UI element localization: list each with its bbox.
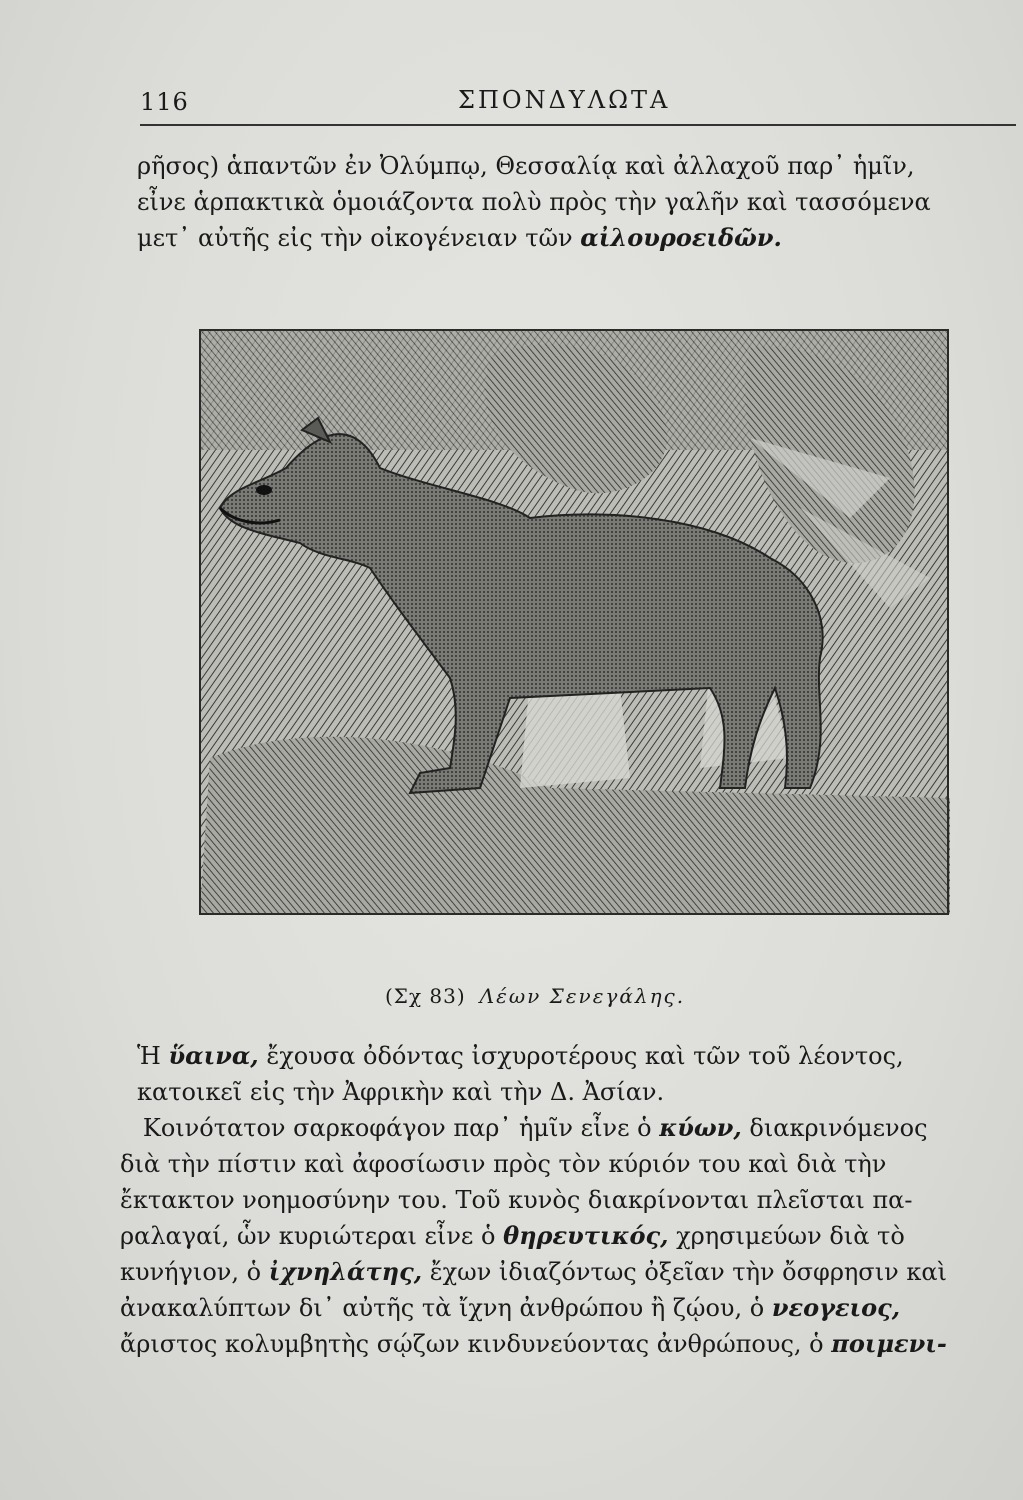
- paragraph-hyena: [137, 1038, 904, 1110]
- text-span: ἀνακαλύπτων δι᾽ αὐτῆς τὰ ἴχνη ἀνθρώπου ἢ ζῴου, ὁ: [120, 1294, 765, 1322]
- text-line: [120, 1110, 947, 1146]
- text-line: [120, 1218, 947, 1254]
- bold-term: ὕαινα,: [168, 1041, 259, 1070]
- text-line: κατοικεῖ εἰς τὴν Ἀφρικὴν καὶ τὴν Δ. Ἀσίαν.: [137, 1078, 665, 1106]
- text-line: [120, 1254, 947, 1290]
- text-span: Κοινότατον σαρκοφάγον παρ᾽ ἡμῖν εἶνε ὁ: [142, 1114, 652, 1142]
- text-span: ἄριστος κολυμβητὴς σῴζων κινδυνεύοντας ἀνθρώπους, ὁ: [120, 1330, 824, 1358]
- running-title: ΣΠΟΝΔΥΛΩΤΑ: [458, 86, 671, 114]
- text-line: [137, 1038, 904, 1074]
- text-span: χρησιμεύων διὰ τὸ: [676, 1222, 905, 1250]
- text-span: Ἡ: [137, 1042, 161, 1070]
- page-header: [140, 86, 1018, 126]
- text-line: εἶνε ἁρπακτικὰ ὁμοιάζοντα πολὺ πρὸς τὴν γαλῆν καὶ τασσόμενα: [137, 188, 931, 216]
- bold-term: αἰλουροειδῶν.: [580, 223, 782, 252]
- intro-paragraph: [137, 148, 931, 256]
- header-rule: [140, 124, 1016, 126]
- caption-label: (Σχ 83): [385, 984, 466, 1008]
- caption-title: Λέων Σενεγάλης.: [479, 984, 686, 1008]
- bold-term: ποιμενι-: [831, 1329, 947, 1358]
- text-line: [137, 220, 931, 256]
- page-number: 116: [140, 88, 189, 116]
- text-span: ἔχων ἰδιαζόντως ὀξεῖαν τὴν ὄσφρησιν καὶ: [429, 1258, 947, 1286]
- text-span: διακρινόμενος: [749, 1114, 928, 1142]
- text-span: κυνήγιον, ὁ: [120, 1258, 262, 1286]
- bold-term: νεογειος,: [771, 1293, 901, 1322]
- text-line: ἔκτακτον νοημοσύνην του. Τοῦ κυνὸς διακρίνονται πλεῖσται πα-: [120, 1186, 913, 1214]
- paragraph-dog: [120, 1110, 947, 1362]
- text-line: διὰ τὴν πίστιν καὶ ἀφοσίωσιν πρὸς τὸν κύριόν του καὶ διὰ τὴν: [120, 1150, 887, 1178]
- bold-term: κύων,: [659, 1113, 742, 1142]
- text-line: ρῆσος) ἁπαντῶν ἐν Ὀλύμπῳ, Θεσσαλίᾳ καὶ ἀλλαχοῦ παρ᾽ ἡμῖν,: [137, 152, 915, 180]
- bold-term: θηρευτικός,: [503, 1221, 669, 1250]
- figure-caption: [385, 984, 685, 1008]
- text-span: ἔχουσα ὀδόντας ἰσχυροτέρους καὶ τῶν τοῦ λέοντος,: [266, 1042, 904, 1070]
- text-line: [120, 1326, 947, 1362]
- bold-term: ἰχνηλάτης,: [268, 1257, 423, 1286]
- text-span: μετ᾽ αὐτῆς εἰς τὴν οἰκογένειαν τῶν: [137, 224, 573, 252]
- lion-illustration: [190, 318, 960, 926]
- text-line: [120, 1290, 947, 1326]
- text-span: ραλαγαί, ὧν κυριώτεραι εἶνε ὁ: [120, 1222, 496, 1250]
